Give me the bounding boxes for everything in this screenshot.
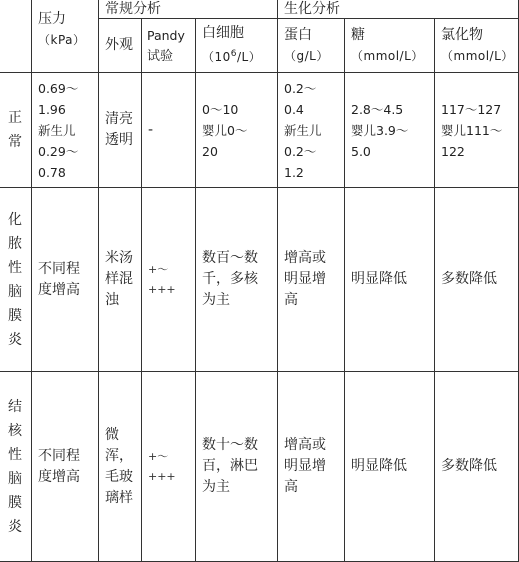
cell-line: 0.4 [284, 101, 304, 117]
cell-line: 婴儿111～ [441, 122, 503, 138]
table-row-purulent-meningitis [0, 188, 519, 372]
cell-line: 明显增 [284, 271, 326, 287]
row-label-char: 核 [8, 422, 22, 439]
header-wbc [196, 19, 278, 73]
header-protein-unit: （g/L） [284, 48, 329, 63]
row-label-char: 膜 [8, 307, 22, 324]
cell-line: 数十～数 [202, 437, 258, 453]
cell-pandy [142, 188, 196, 372]
header-wbc-label: 白细胞 [202, 25, 244, 41]
cell-sugar [345, 372, 435, 562]
row-label-char: 脑 [8, 283, 22, 300]
cell-line: 0.2～ [284, 80, 317, 96]
cell-line: 增高或 [284, 250, 326, 266]
row-label-char: 脓 [8, 235, 22, 252]
cell-pandy [142, 73, 196, 188]
cell-line: 毛玻 [105, 468, 133, 485]
cell-wbc [196, 188, 278, 372]
cell-line: 0～10 [202, 101, 239, 117]
row-label-char: 正 [8, 110, 22, 126]
cell-line: 微 [105, 426, 119, 443]
cell-protein [278, 73, 345, 188]
cell-line: 新生儿 [284, 122, 322, 138]
cell-line: 为主 [202, 479, 230, 495]
table-row-normal [0, 73, 519, 188]
row-label-char: 化 [8, 211, 22, 228]
cell-line: 浑， [105, 447, 133, 464]
cell-line: 0.2～ [284, 143, 317, 159]
table-row-tuberculous-meningitis [0, 372, 519, 562]
cell-line: 不同程 [38, 260, 80, 277]
cell-wbc [196, 372, 278, 562]
header-appearance: 外观 [99, 19, 142, 73]
cell-line: 1.96 [38, 101, 66, 117]
cell-line: 0.78 [38, 164, 66, 180]
header-chloride [435, 19, 519, 73]
cell-line: 璃样 [105, 489, 133, 506]
cell-chloride [435, 188, 519, 372]
cell-line: 高 [284, 292, 298, 308]
row-label-char: 结 [8, 398, 22, 415]
cell-line: 明显降低 [351, 458, 407, 474]
cell-line: 清亮 [105, 111, 133, 127]
header-wbc-unit-sup: 6 [230, 49, 238, 59]
cell-line: 高 [284, 479, 298, 495]
cell-line: +～ [148, 449, 169, 463]
header-pandy-line2: 试验 [147, 48, 174, 64]
cell-line: +++ [148, 282, 176, 296]
header-biochem-group: 生化分析 [278, 0, 519, 19]
row-label-char: 性 [8, 446, 22, 463]
cell-line: 明显降低 [351, 271, 407, 287]
header-wbc-unit [202, 44, 271, 68]
cell-line: 婴儿3.9～ [351, 122, 409, 138]
row-label-char: 常 [8, 134, 22, 150]
cell-line: 千，多核 [202, 271, 258, 287]
cell-line: 透明 [105, 132, 133, 148]
cell-appearance [99, 372, 142, 562]
cell-line: 百，淋巴 [202, 458, 258, 474]
cell-line: 122 [441, 143, 465, 159]
cell-line: 0.69～ [38, 80, 79, 96]
header-wbc-unit-post: /L） [237, 50, 262, 64]
row-label-purulent-meningitis [0, 188, 32, 372]
cell-line: +～ [148, 262, 169, 276]
cell-line: 117～127 [441, 101, 502, 117]
cell-line: 1.2 [284, 164, 304, 180]
cell-line: 0.29～ [38, 143, 79, 159]
header-protein [278, 19, 345, 73]
header-pressure-label: 压力 [38, 11, 66, 27]
cell-line: 米汤 [105, 250, 133, 266]
cell-line: 多数降低 [441, 271, 497, 287]
cell-appearance [99, 73, 142, 188]
cell-line: 20 [202, 143, 218, 159]
row-label-normal [0, 73, 32, 188]
header-wbc-unit-pre: （10 [202, 50, 231, 64]
cell-line: 为主 [202, 292, 230, 308]
row-label-char: 炎 [8, 331, 22, 348]
cell-line: 浊 [105, 292, 119, 308]
cell-line: 明显增 [284, 458, 326, 474]
cell-sugar [345, 188, 435, 372]
header-sugar-unit: （mmol/L） [351, 48, 424, 63]
row-label-char: 膜 [8, 494, 22, 511]
header-pressure [32, 0, 99, 73]
header-protein-label: 蛋白 [284, 26, 312, 43]
header-pandy [142, 19, 196, 73]
cell-chloride [435, 73, 519, 188]
cell-line: +++ [148, 469, 176, 483]
cell-line: - [148, 121, 154, 138]
header-sugar-label: 糖 [351, 26, 365, 43]
cell-appearance [99, 188, 142, 372]
cell-protein [278, 188, 345, 372]
row-label-tuberculous-meningitis [0, 372, 32, 562]
cell-line: 新生儿 [38, 122, 76, 138]
cell-chloride [435, 372, 519, 562]
cell-line: 度增高 [38, 468, 80, 485]
header-chloride-unit: （mmol/L） [441, 48, 514, 63]
header-row-top [0, 0, 519, 19]
cell-pressure [32, 73, 99, 188]
cell-line: 多数降低 [441, 458, 497, 474]
cell-pressure [32, 372, 99, 562]
cell-line: 数百～数 [202, 250, 258, 266]
cell-line: 样混 [105, 271, 133, 287]
header-pandy-line1: Pandy [147, 27, 185, 43]
cell-line: 不同程 [38, 447, 80, 464]
row-label-char: 炎 [8, 518, 22, 535]
cell-line: 2.8～4.5 [351, 101, 404, 117]
cell-protein [278, 372, 345, 562]
row-label-char: 脑 [8, 470, 22, 487]
cell-line: 婴儿0～ [202, 122, 248, 138]
header-blank-cell [0, 0, 32, 73]
cell-line: 5.0 [351, 143, 371, 159]
cell-line: 度增高 [38, 281, 80, 298]
header-chloride-label: 氯化物 [441, 26, 483, 43]
cell-line: 增高或 [284, 437, 326, 453]
cell-pandy [142, 372, 196, 562]
row-label-char: 性 [8, 259, 22, 276]
cell-wbc [196, 73, 278, 188]
cell-sugar [345, 73, 435, 188]
header-routine-group: 常规分析 [99, 0, 278, 19]
header-sugar [345, 19, 435, 73]
cell-pressure [32, 188, 99, 372]
header-pressure-unit: （kPa） [38, 33, 86, 47]
